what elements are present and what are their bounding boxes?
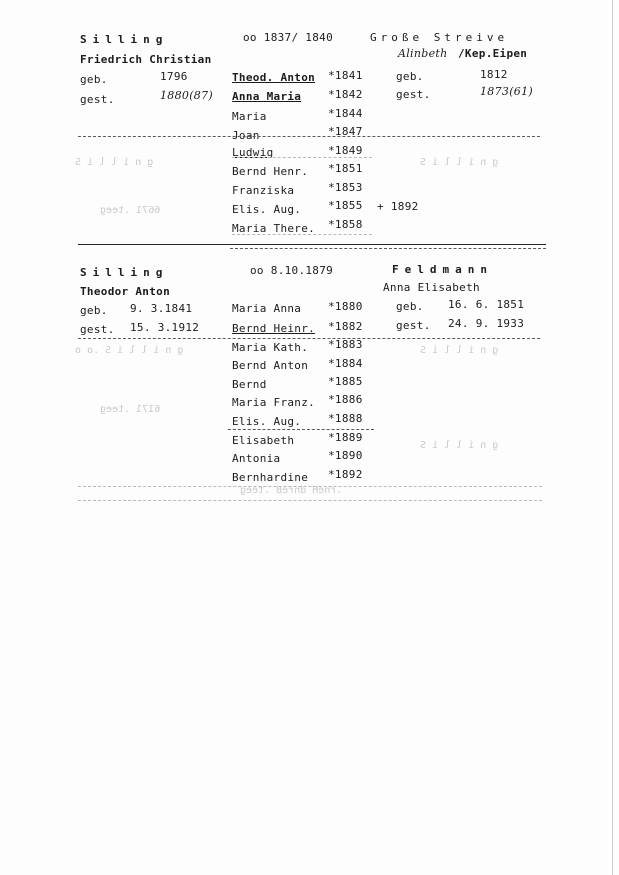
card2-child-name: Maria Kath. <box>232 341 309 354</box>
card2-child-year: *1882 <box>328 320 363 333</box>
card1-surname: Silling <box>80 33 169 46</box>
card1-divider <box>78 136 540 137</box>
card2-wife-born: 16. 6. 1851 <box>448 298 525 311</box>
card2-child-year: *1885 <box>328 375 363 388</box>
card1-wife-born-label: geb. <box>396 70 424 83</box>
card2-child-name: Bernd <box>232 378 267 391</box>
bleed-through-text: g n i l l i S <box>420 345 499 356</box>
card1-husband-given: Friedrich Christian <box>80 53 212 66</box>
card2-child-year: *1890 <box>328 449 363 462</box>
card1-child-name: Maria There. <box>232 222 316 235</box>
bleed-through-text: 6671 .teeg <box>100 205 161 216</box>
card1-child-year: *1853 <box>328 181 363 194</box>
card2-child-year: *1886 <box>328 393 363 406</box>
card1-wife-given: Alinbeth <box>398 47 448 60</box>
card2-divider <box>78 500 542 501</box>
card1-child-name: Maria <box>232 110 267 123</box>
card2-divider <box>78 338 540 339</box>
page-edge <box>612 0 613 875</box>
bleed-through-text: g n i l l i S <box>420 440 499 451</box>
card1-child-name: Bernd Henr. <box>232 165 309 178</box>
card1-born-year: 1796 <box>160 70 188 83</box>
card2-husband-given: Theodor Anton <box>80 285 170 298</box>
card1-child-year: *1851 <box>328 162 363 175</box>
card1-wife-origin: /Kep.Eipen <box>458 47 528 60</box>
card2-marriage: oo 8.10.1879 <box>250 264 334 277</box>
card2-wife-died: 24. 9. 1933 <box>448 317 525 330</box>
card-separator <box>230 248 546 249</box>
card2-child-name: Maria Anna <box>232 302 302 315</box>
card1-child-year: *1842 <box>328 88 363 101</box>
card2-surname: Silling <box>80 266 169 279</box>
card1-child-name: Ludwig <box>232 146 274 159</box>
card1-child-name: Theod. Anton <box>232 71 316 84</box>
bleed-through-text: 6171 .teeg <box>100 404 161 415</box>
card2-died-label: gest. <box>80 323 115 336</box>
card1-wife-died: 1873(61) <box>480 85 533 98</box>
card2-child-name: Antonia <box>232 452 281 465</box>
card2-wife-given: Anna Elisabeth <box>383 281 480 294</box>
card2-child-year: *1892 <box>328 468 363 481</box>
card2-born-value: 9. 3.1841 <box>130 302 193 315</box>
card1-child-year: *1855 <box>328 199 363 212</box>
bleed-through-text: .rneH dnreB .teeg <box>240 485 343 496</box>
card2-child-name: Bernhardine <box>232 471 309 484</box>
card2-born-label: geb. <box>80 304 108 317</box>
card2-child-name: Bernd Heinr. <box>232 322 316 335</box>
card1-wife-born: 1812 <box>480 68 508 81</box>
card2-child-name: Elisabeth <box>232 434 295 447</box>
card2-divider <box>78 486 542 487</box>
card2-child-year: *1880 <box>328 300 363 313</box>
bleed-through-text: g n i l l i S <box>420 157 499 168</box>
card1-divider <box>232 157 372 158</box>
card1-wife-died-label: gest. <box>396 88 431 101</box>
card2-died-value: 15. 3.1912 <box>130 321 200 334</box>
card2-child-name: Maria Franz. <box>232 396 316 409</box>
card1-died-value: 1880(87) <box>160 89 213 102</box>
card2-child-name: Bernd Anton <box>232 359 309 372</box>
card2-child-name: Elis. Aug. <box>232 415 302 428</box>
card1-child-name: Anna Maria <box>232 90 302 103</box>
card1-child-year: *1849 <box>328 144 363 157</box>
card1-child-year: *1847 <box>328 125 363 138</box>
card2-divider <box>228 429 374 430</box>
card1-death-mark: + 1892 <box>377 200 419 213</box>
card2-child-year: *1884 <box>328 357 363 370</box>
card1-child-year: *1858 <box>328 218 363 231</box>
card1-marriage: oo 1837/ 1840 <box>243 31 333 44</box>
card1-child-name: Franziska <box>232 184 295 197</box>
bleed-through-text: g n i l l i S <box>75 157 154 168</box>
card2-child-year: *1883 <box>328 338 363 351</box>
card1-child-name: Joan <box>232 129 260 142</box>
card1-born-label: geb. <box>80 73 108 86</box>
card1-child-year: *1844 <box>328 107 363 120</box>
card2-child-year: *1889 <box>328 431 363 444</box>
card2-wife-died-label: gest. <box>396 319 431 332</box>
card2-wife-born-label: geb. <box>396 300 424 313</box>
card2-spouse-surname: Feldmann <box>392 263 493 276</box>
card1-died-label: gest. <box>80 93 115 106</box>
card1-divider <box>232 234 372 235</box>
card-separator <box>78 244 546 245</box>
card1-spouse-surname: Große Streive <box>370 31 509 44</box>
card2-child-year: *1888 <box>328 412 363 425</box>
card1-child-year: *1841 <box>328 69 363 82</box>
bleed-through-text: g n i l l i S .o o <box>75 345 184 356</box>
card1-child-name: Elis. Aug. <box>232 203 302 216</box>
